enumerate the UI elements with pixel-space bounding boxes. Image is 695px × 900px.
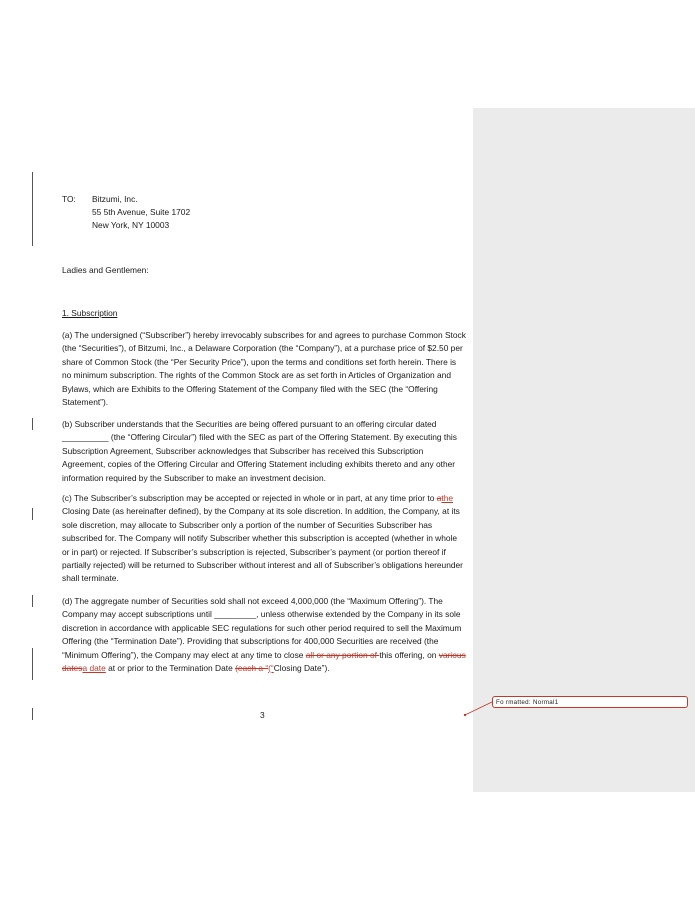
address-company: Bitzumi, Inc. — [92, 194, 138, 204]
inserted-text: the — [441, 493, 454, 503]
deleted-text: all or any portion of — [305, 649, 380, 660]
para-d-tail: Closing Date”). — [273, 663, 330, 674]
para-c-rest: Closing Date (as hereinafter defined), by the Company at its sole discretion. In addition, the Company, at its sole discretion, may allocate to Subscriber only a portion of the number of Securities Subscriber has subscribed for. The Company will notify Subscriber whether this subscription is accepted (whether in whole or in part) or rejected. If Subscriber’s subscription is rejected, Subscriber’s payment (or portion thereof if partially rejected) will be returned to Subscriber without interest and all of Subscriber’s obligations hereunder shall terminate. — [62, 506, 463, 584]
deleted-text: a — [436, 493, 442, 503]
para-d-mid: this offering, on — [379, 649, 439, 660]
page-number: 3 — [260, 710, 265, 720]
paragraph-b: (b) Subscriber understands that the Securities are being offered pursuant to an offering circular dated __________ (the “Offering Circular”) filed with the SEC as part of the Offering Statement. By executing this Subscription Agreement, Subscriber acknowledges that Subscriber has received this Subscription Agreement, copies of the Offering Circular and Offering Statement including exhibits thereto and any other information required by the Subscriber to make an investment decision. — [62, 419, 457, 483]
address-city: New York, NY 10003 — [92, 220, 170, 230]
address-street: 55 5th Avenue, Suite 1702 — [92, 207, 191, 217]
inserted-text: a date — [82, 663, 106, 674]
anchor-dot — [464, 714, 466, 716]
section-heading: 1. Subscription — [62, 308, 118, 318]
deleted-text: (each a “ — [235, 663, 269, 674]
deleted-text: various dates — [62, 649, 466, 674]
para-d-lead: (d) The aggregate number of Securities sold shall not exceed 4,000,000 (the “Maximum Offering”). The Company may accept subscriptions until _________, unless otherwise extended by the Company in its sole discretion in accordance with applicable SEC regulations for such other period required to sell the Maximum Offering (the “Termination Date”). Providing that subscriptions for 400,000 Securities are received (the “Minimum Offering”), the Company may elect at any time to close — [62, 596, 462, 660]
salutation: Ladies and Gentlemen: — [62, 265, 149, 275]
comment-balloon[interactable]: Fo rmatted: Normal1 — [492, 696, 688, 708]
para-d-mid: at or prior to the Termination Date — [105, 663, 236, 674]
paragraph-a: (a) The undersigned (“Subscriber”) hereby irrevocably subscribes for and agrees to purchase Common Stock (the “Securities”), of Bitzumi, Inc., a Delaware Corporation (the “Company”), at a purchase price of $2.50 per share of Common Stock (the “Per Security Price”), upon the terms and conditions set forth herein. There is no minimum subscription. The rights of the Common Stock are as set forth in Articles of Organization and Bylaws, which are Exhibits to the Offering Statement of the Company filed with the SEC (the “Offering Statement”). — [62, 330, 466, 408]
para-c-lead: (c) The Subscriber’s subscription may be accepted or rejected in whole or in part, at any time prior to — [62, 493, 437, 503]
inserted-text: (“ — [268, 663, 274, 674]
leader-line — [465, 702, 492, 715]
address-to-label: TO: — [62, 194, 76, 204]
